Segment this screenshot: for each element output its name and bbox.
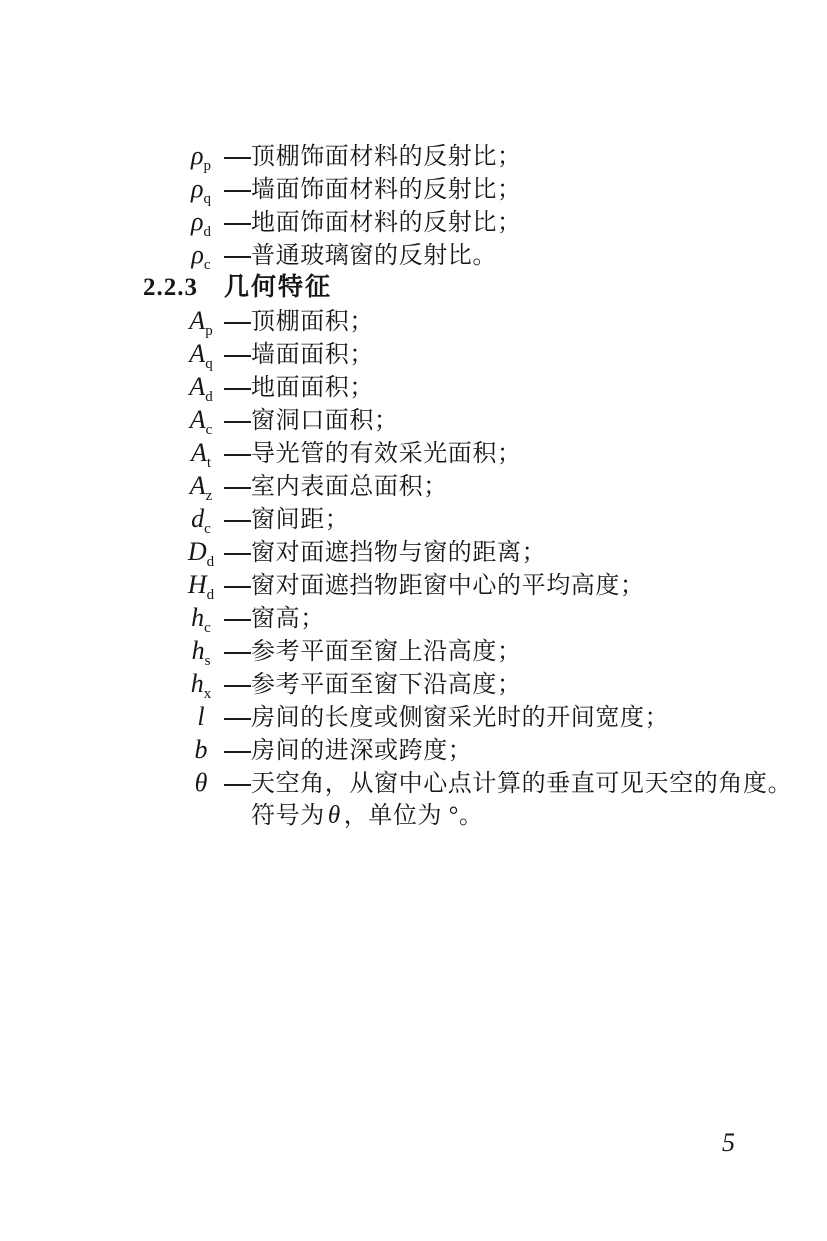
- definition-row: [0, 304, 827, 340]
- symbol-letter: h: [190, 669, 204, 698]
- symbol: [178, 667, 224, 703]
- dash-line: [224, 751, 251, 753]
- symbol-letter: b: [194, 735, 208, 764]
- symbol-letter: D: [187, 537, 207, 566]
- page-number: 5: [722, 1128, 735, 1157]
- symbol: [178, 139, 224, 175]
- definition-text: 房间的进深或跨度；: [251, 738, 473, 764]
- symbol-letter: H: [187, 570, 207, 599]
- symbol: [178, 205, 224, 241]
- symbol-letter: h: [191, 636, 205, 665]
- definition-row: [0, 238, 827, 274]
- symbol-subscript: p: [203, 158, 211, 175]
- definition-text: 天空角，从窗中心点计算的垂直可见天空的角度。: [251, 771, 793, 797]
- definition-row: [0, 370, 827, 406]
- continuation-text: ，单位为 °。: [343, 803, 484, 829]
- symbol: [178, 172, 224, 208]
- symbol-subscript: d: [206, 554, 215, 571]
- dash-line: [224, 223, 251, 225]
- symbol-subscript: x: [203, 686, 212, 703]
- symbol-definition-list-geometry: [0, 304, 827, 832]
- definition-text: 参考平面至窗下沿高度；: [251, 672, 522, 698]
- definition-row: [0, 601, 827, 637]
- symbol-letter: θ: [194, 768, 208, 797]
- definition-text: 墙面面积；: [251, 342, 374, 368]
- symbol: [178, 535, 224, 571]
- symbol-subscript: q: [205, 356, 213, 373]
- definition-text: 参考平面至窗上沿高度；: [251, 639, 522, 665]
- definition-text: 导光管的有效采光面积；: [251, 441, 522, 467]
- dash-line: [224, 256, 251, 258]
- definition-row: [0, 700, 827, 733]
- symbol: [178, 238, 224, 274]
- definition-row: [0, 139, 827, 175]
- definition-text: 地面饰面材料的反射比；: [251, 210, 522, 236]
- symbol: [178, 304, 224, 340]
- symbol: [178, 502, 224, 538]
- definition-text: 窗间距；: [251, 507, 350, 533]
- symbol: [178, 469, 224, 505]
- definition-text: 墙面饰面材料的反射比；: [251, 177, 522, 203]
- definition-text: 窗洞口面积；: [251, 408, 399, 434]
- dash-line: [224, 454, 251, 456]
- symbol-subscript: p: [205, 323, 213, 340]
- definition-text: 地面面积；: [251, 375, 374, 401]
- symbol: [178, 601, 224, 637]
- symbol-letter: d: [191, 504, 205, 533]
- definition-row: [0, 634, 827, 670]
- dash-line: [224, 652, 251, 654]
- definition-text: 窗对面遮挡物与窗的距离；: [251, 540, 547, 566]
- section-number: 2.2.3: [143, 274, 198, 301]
- symbol-letter: A: [189, 339, 206, 368]
- symbol-letter: A: [189, 471, 206, 500]
- symbol: [178, 337, 224, 373]
- definition-row: [0, 667, 827, 703]
- definition-row: [0, 733, 827, 766]
- definition-text: 窗对面遮挡物距窗中心的平均高度；: [251, 573, 645, 599]
- symbol-letter: A: [189, 405, 206, 434]
- symbol-letter: ρ: [191, 174, 204, 203]
- symbol-letter: θ: [327, 802, 341, 829]
- symbol-letter: A: [189, 306, 206, 335]
- continuation-text: 符号为: [251, 803, 325, 829]
- definition-text: 室内表面总面积；: [251, 474, 448, 500]
- symbol-letter: ρ: [191, 240, 204, 269]
- definition-text: 房间的长度或侧窗采光时的开间宽度；: [251, 705, 670, 731]
- symbol-subscript: t: [206, 455, 212, 472]
- definition-row: [0, 568, 827, 604]
- symbol-subscript: d: [205, 389, 213, 406]
- section-title: 几何特征: [224, 273, 333, 301]
- definition-row: [0, 436, 827, 472]
- symbol: [178, 370, 224, 406]
- dash-line: [224, 685, 251, 687]
- dash-line: [224, 355, 251, 357]
- dash-line: [224, 520, 251, 522]
- dash-line: [224, 553, 251, 555]
- dash-line: [224, 157, 251, 159]
- definition-row: [0, 535, 827, 571]
- symbol-subscript: c: [205, 422, 213, 439]
- symbol: [178, 403, 224, 439]
- symbol: [178, 700, 224, 733]
- dash-line: [224, 718, 251, 720]
- symbol-subscript: c: [203, 257, 211, 274]
- symbol-definition-list-reflectance: [0, 139, 827, 274]
- definition-text: 窗高；: [251, 606, 325, 632]
- dash-line: [224, 421, 251, 423]
- dash-line: [224, 619, 251, 621]
- symbol-subscript: d: [203, 224, 211, 241]
- dash-line: [224, 322, 251, 324]
- dash-line: [224, 190, 251, 192]
- definition-text: 普通玻璃窗的反射比。: [251, 243, 497, 269]
- definition-text: 顶棚饰面材料的反射比；: [251, 144, 522, 170]
- symbol-subscript: c: [204, 521, 211, 538]
- symbol: [178, 568, 224, 604]
- symbol-letter: h: [191, 603, 205, 632]
- symbol: [178, 634, 224, 670]
- definition-row: [0, 205, 827, 241]
- definition-continuation: [0, 799, 827, 832]
- definition-row: [0, 337, 827, 373]
- definition-text: 顶棚面积；: [251, 309, 374, 335]
- symbol: [178, 766, 224, 799]
- definition-row: [0, 403, 827, 439]
- symbol: [178, 733, 224, 766]
- dash-line: [224, 388, 251, 390]
- definition-row: [0, 172, 827, 208]
- dash-line: [224, 586, 251, 588]
- symbol-letter: ρ: [191, 141, 204, 170]
- dash-line: [224, 784, 251, 786]
- symbol-letter: ρ: [191, 207, 204, 236]
- dash-line: [224, 487, 251, 489]
- symbol-subscript: s: [204, 653, 211, 670]
- symbol-letter: A: [190, 438, 207, 467]
- definition-row: [0, 502, 827, 538]
- definition-row: [0, 766, 827, 799]
- symbol-subscript: c: [204, 620, 211, 637]
- definition-row: [0, 469, 827, 505]
- symbol-subscript: d: [206, 587, 215, 604]
- symbol-subscript: q: [203, 191, 211, 208]
- symbol-letter: l: [197, 702, 205, 731]
- symbol: [178, 436, 224, 472]
- section-heading: [0, 271, 827, 304]
- symbol-subscript: z: [205, 488, 213, 505]
- symbol-letter: A: [189, 372, 206, 401]
- page-content: [0, 139, 827, 832]
